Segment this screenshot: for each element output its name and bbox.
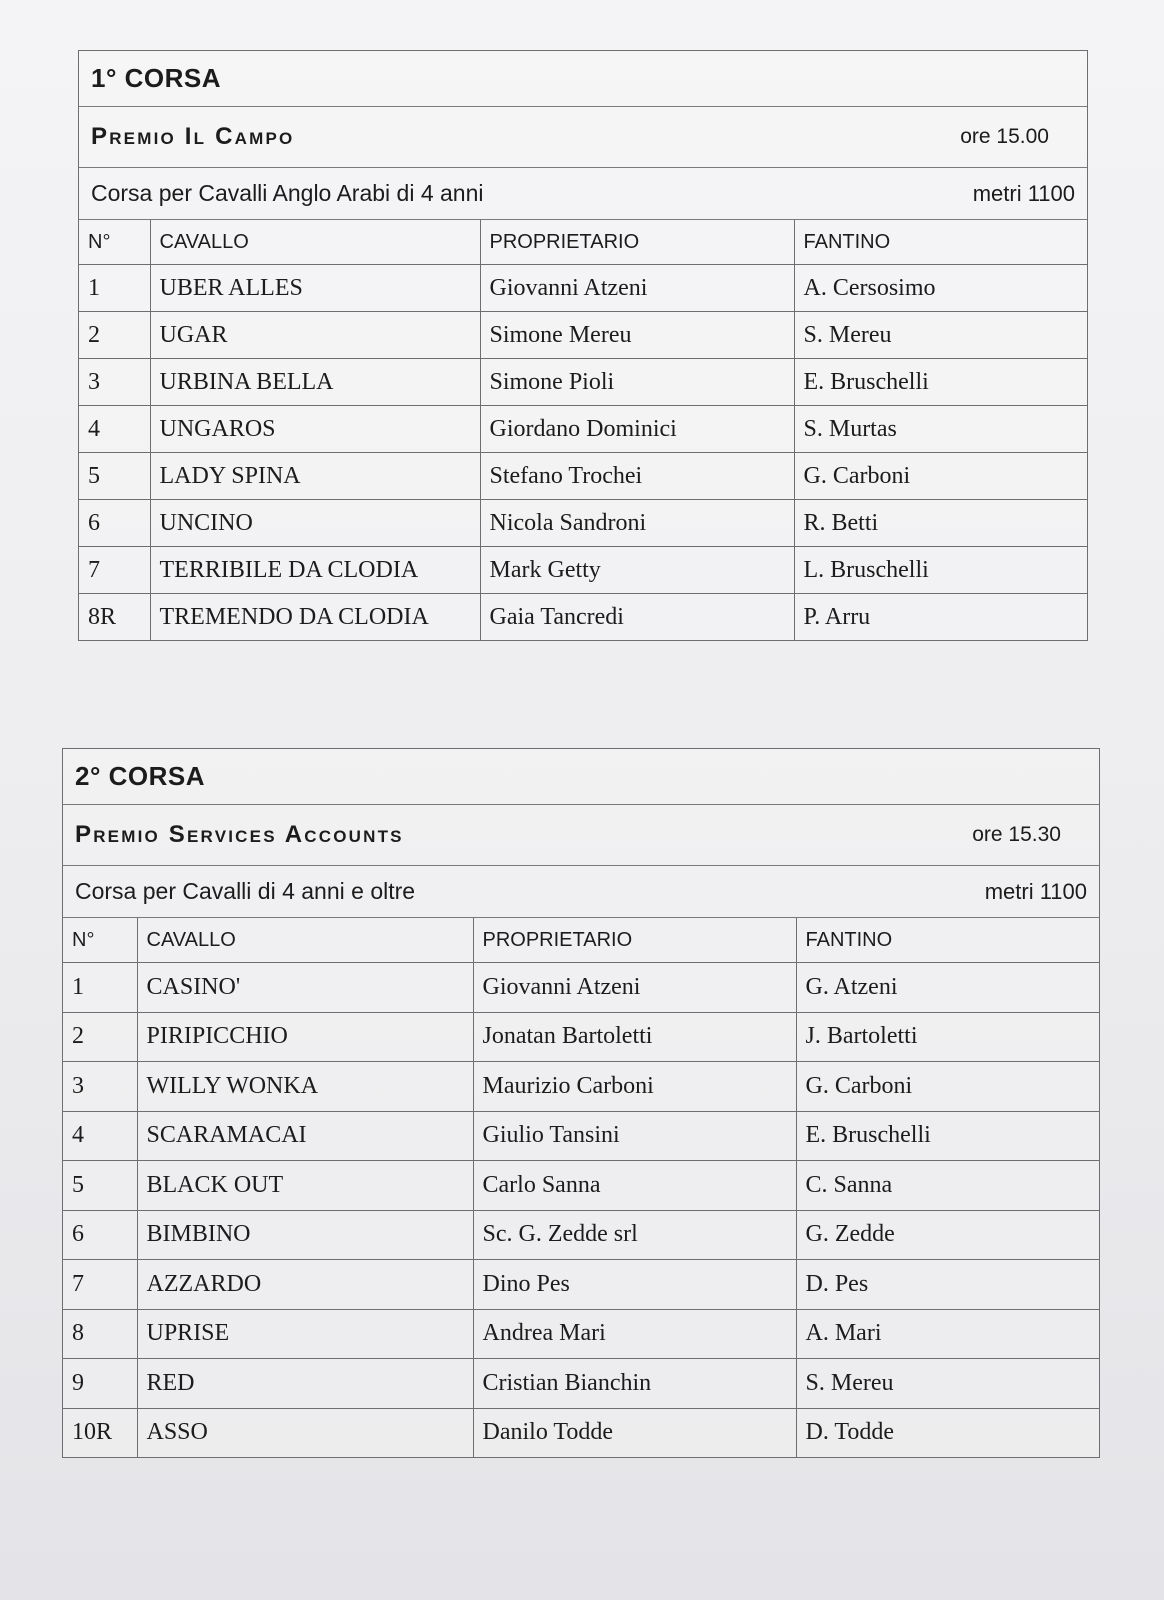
- jockey-name: R. Betti: [794, 500, 1087, 547]
- jockey-name: G. Atzeni: [796, 963, 1099, 1013]
- column-header-owner: PROPRIETARIO: [473, 918, 796, 963]
- entry-number: 7: [79, 547, 150, 594]
- owner-name: Giovanni Atzeni: [480, 265, 794, 312]
- column-header-owner: PROPRIETARIO: [480, 220, 794, 265]
- column-header-number: N°: [79, 220, 150, 265]
- horse-name: PIRIPICCHIO: [137, 1012, 473, 1062]
- column-header-jockey: FANTINO: [794, 220, 1087, 265]
- table-row: [63, 1210, 1099, 1260]
- table-row: [63, 1111, 1099, 1161]
- entries-table: [63, 918, 1099, 1457]
- owner-name: Carlo Sanna: [473, 1161, 796, 1211]
- entry-number: 5: [79, 453, 150, 500]
- owner-name: Sc. G. Zedde srl: [473, 1210, 796, 1260]
- jockey-name: L. Bruschelli: [794, 547, 1087, 594]
- horse-name: UNGAROS: [150, 406, 480, 453]
- owner-name: Jonatan Bartoletti: [473, 1012, 796, 1062]
- table-row: [63, 963, 1099, 1013]
- jockey-name: C. Sanna: [796, 1161, 1099, 1211]
- jockey-name: S. Murtas: [794, 406, 1087, 453]
- entry-number: 2: [63, 1012, 137, 1062]
- owner-name: Stefano Trochei: [480, 453, 794, 500]
- prize-name: Premio Il Campo: [91, 123, 295, 150]
- entry-number: 6: [79, 500, 150, 547]
- race-1: [78, 50, 1088, 641]
- entry-number: 1: [63, 963, 137, 1013]
- horse-name: UNCINO: [150, 500, 480, 547]
- table-row: [63, 1408, 1099, 1457]
- horse-name: WILLY WONKA: [137, 1062, 473, 1112]
- entry-number: 6: [63, 1210, 137, 1260]
- table-row: [79, 312, 1087, 359]
- race-title-row: [79, 51, 1087, 107]
- owner-name: Simone Pioli: [480, 359, 794, 406]
- horse-name: UBER ALLES: [150, 265, 480, 312]
- owner-name: Andrea Mari: [473, 1309, 796, 1359]
- race-title: 2° CORSA: [75, 761, 205, 791]
- entries-body: [79, 265, 1087, 641]
- table-row: [63, 1359, 1099, 1409]
- owner-name: Cristian Bianchin: [473, 1359, 796, 1409]
- table-row: [63, 1309, 1099, 1359]
- owner-name: Giulio Tansini: [473, 1111, 796, 1161]
- horse-name: SCARAMACAI: [137, 1111, 473, 1161]
- entry-number: 3: [63, 1062, 137, 1112]
- column-header-number: N°: [63, 918, 137, 963]
- table-row: [79, 547, 1087, 594]
- horse-name: ASSO: [137, 1408, 473, 1457]
- entry-number: 8R: [79, 594, 150, 641]
- jockey-name: P. Arru: [794, 594, 1087, 641]
- table-row: [79, 453, 1087, 500]
- horse-name: BLACK OUT: [137, 1161, 473, 1211]
- jockey-name: G. Carboni: [796, 1062, 1099, 1112]
- race-description: Corsa per Cavalli di 4 anni e oltre: [75, 878, 416, 904]
- jockey-name: S. Mereu: [794, 312, 1087, 359]
- entries-table: [79, 220, 1087, 640]
- table-row: [63, 1260, 1099, 1310]
- jockey-name: D. Todde: [796, 1408, 1099, 1457]
- horse-name: TERRIBILE DA CLODIA: [150, 547, 480, 594]
- entry-number: 10R: [63, 1408, 137, 1457]
- race-title: 1° CORSA: [91, 63, 221, 93]
- owner-name: Gaia Tancredi: [480, 594, 794, 641]
- jockey-name: J. Bartoletti: [796, 1012, 1099, 1062]
- column-header-horse: CAVALLO: [137, 918, 473, 963]
- horse-name: TREMENDO DA CLODIA: [150, 594, 480, 641]
- race-description-row: [63, 866, 1099, 918]
- entry-number: 2: [79, 312, 150, 359]
- race-prize-row: [63, 805, 1099, 866]
- owner-name: Giordano Dominici: [480, 406, 794, 453]
- owner-name: Giovanni Atzeni: [473, 963, 796, 1013]
- race-description: Corsa per Cavalli Anglo Arabi di 4 anni: [91, 180, 484, 206]
- jockey-name: E. Bruschelli: [794, 359, 1087, 406]
- horse-name: CASINO': [137, 963, 473, 1013]
- column-header-jockey: FANTINO: [796, 918, 1099, 963]
- jockey-name: S. Mereu: [796, 1359, 1099, 1409]
- table-row: [79, 406, 1087, 453]
- entry-number: 5: [63, 1161, 137, 1211]
- table-row: [79, 265, 1087, 312]
- table-row: [79, 359, 1087, 406]
- race-description-row: [79, 168, 1087, 220]
- horse-name: UPRISE: [137, 1309, 473, 1359]
- column-header-horse: CAVALLO: [150, 220, 480, 265]
- table-row: [63, 1012, 1099, 1062]
- horse-name: URBINA BELLA: [150, 359, 480, 406]
- jockey-name: D. Pes: [796, 1260, 1099, 1310]
- horse-name: UGAR: [150, 312, 480, 359]
- race-prize-row: [79, 107, 1087, 168]
- race-distance: metri 1100: [972, 180, 1075, 206]
- race-time: ore 15.00: [960, 125, 1049, 148]
- entry-number: 3: [79, 359, 150, 406]
- entry-number: 4: [79, 406, 150, 453]
- entry-number: 4: [63, 1111, 137, 1161]
- race-distance: metri 1100: [984, 878, 1087, 904]
- horse-name: BIMBINO: [137, 1210, 473, 1260]
- horse-name: AZZARDO: [137, 1260, 473, 1310]
- entry-number: 9: [63, 1359, 137, 1409]
- race-time: ore 15.30: [972, 823, 1061, 846]
- jockey-name: A. Cersosimo: [794, 265, 1087, 312]
- table-row: [63, 1161, 1099, 1211]
- table-row: [63, 1062, 1099, 1112]
- entry-number: 1: [79, 265, 150, 312]
- horse-name: RED: [137, 1359, 473, 1409]
- owner-name: Mark Getty: [480, 547, 794, 594]
- race-title-row: [63, 749, 1099, 805]
- prize-name: Premio Services Accounts: [75, 821, 404, 848]
- jockey-name: G. Zedde: [796, 1210, 1099, 1260]
- entry-number: 8: [63, 1309, 137, 1359]
- owner-name: Dino Pes: [473, 1260, 796, 1310]
- table-header-row: [63, 918, 1099, 963]
- race-2: [62, 748, 1100, 1458]
- jockey-name: A. Mari: [796, 1309, 1099, 1359]
- owner-name: Nicola Sandroni: [480, 500, 794, 547]
- entry-number: 7: [63, 1260, 137, 1310]
- jockey-name: E. Bruschelli: [796, 1111, 1099, 1161]
- owner-name: Simone Mereu: [480, 312, 794, 359]
- owner-name: Maurizio Carboni: [473, 1062, 796, 1112]
- jockey-name: G. Carboni: [794, 453, 1087, 500]
- horse-name: LADY SPINA: [150, 453, 480, 500]
- owner-name: Danilo Todde: [473, 1408, 796, 1457]
- table-header-row: [79, 220, 1087, 265]
- table-row: [79, 500, 1087, 547]
- entries-body: [63, 963, 1099, 1458]
- table-row: [79, 594, 1087, 641]
